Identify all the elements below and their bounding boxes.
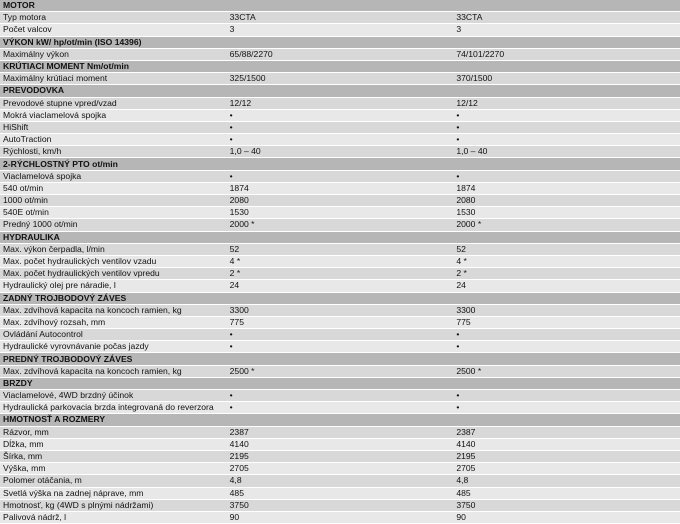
spec-row [0, 24, 680, 36]
spec-value-model-2: 1874 [453, 182, 680, 194]
spec-label: Počet valcov [0, 24, 227, 36]
spec-value-model-1: 2 * [227, 268, 454, 280]
spec-label: Hydraulická parkovacia brzda integrovaná do reverzora [0, 402, 227, 414]
spec-value-model-2: 1530 [453, 207, 680, 219]
spec-label: AutoTraction [0, 134, 227, 146]
spec-value-model-2: • [453, 134, 680, 146]
spec-value-model-1: 12/12 [227, 97, 454, 109]
spec-row [0, 109, 680, 121]
spec-value-model-1: • [227, 329, 454, 341]
spec-row [0, 463, 680, 475]
section-header-row [0, 414, 680, 426]
spec-label: Max. výkon čerpadla, l/min [0, 243, 227, 255]
spec-row [0, 134, 680, 146]
spec-value-model-1: 2195 [227, 450, 454, 462]
spec-value-model-2: 1,0 – 40 [453, 146, 680, 158]
spec-label: Rázvor, mm [0, 426, 227, 438]
spec-label: HiShift [0, 121, 227, 133]
spec-row [0, 402, 680, 414]
spec-row [0, 170, 680, 182]
spec-value-model-1: 2000 * [227, 219, 454, 231]
spec-value-model-2: 2000 * [453, 219, 680, 231]
spec-value-model-2: 3300 [453, 304, 680, 316]
section-header: HMOTNOSŤ A ROZMERY [0, 414, 680, 426]
section-header: HYDRAULIKA [0, 231, 680, 243]
spec-label: Šírka, mm [0, 450, 227, 462]
section-header-row [0, 231, 680, 243]
spec-row [0, 243, 680, 255]
spec-value-model-1: 33CTA [227, 12, 454, 24]
spec-value-model-2: • [453, 109, 680, 121]
spec-label: 1000 ot/min [0, 195, 227, 207]
spec-value-model-2: 370/1500 [453, 73, 680, 85]
spec-value-model-2: 4,8 [453, 475, 680, 487]
spec-value-model-1: • [227, 134, 454, 146]
section-header-row [0, 377, 680, 389]
spec-value-model-2: • [453, 121, 680, 133]
spec-value-model-1: • [227, 402, 454, 414]
section-header: KRÚTIACI MOMENT Nm/ot/min [0, 60, 680, 72]
spec-label: Maximálny výkon [0, 48, 227, 60]
spec-value-model-1: • [227, 390, 454, 402]
spec-row [0, 182, 680, 194]
spec-value-model-1: 775 [227, 316, 454, 328]
spec-row [0, 450, 680, 462]
spec-label: Rýchlosti, km/h [0, 146, 227, 158]
spec-row [0, 121, 680, 133]
spec-value-model-1: 4 * [227, 255, 454, 267]
spec-value-model-1: 4,8 [227, 475, 454, 487]
spec-value-model-1: 2500 * [227, 365, 454, 377]
spec-row [0, 97, 680, 109]
spec-value-model-2: 3750 [453, 499, 680, 511]
spec-value-model-1: 3300 [227, 304, 454, 316]
spec-label: Viaclamelová spojka [0, 170, 227, 182]
spec-label: Hydraulický olej pre náradie, l [0, 280, 227, 292]
spec-row [0, 499, 680, 511]
spec-row [0, 304, 680, 316]
spec-value-model-2: 4140 [453, 438, 680, 450]
section-header-row [0, 36, 680, 48]
spec-value-model-2: 775 [453, 316, 680, 328]
spec-value-model-2: • [453, 170, 680, 182]
spec-label: Dĺžka, mm [0, 438, 227, 450]
section-header: ZADNÝ TROJBODOVÝ ZÁVES [0, 292, 680, 304]
spec-value-model-2: 74/101/2270 [453, 48, 680, 60]
spec-value-model-2: 90 [453, 511, 680, 523]
spec-row [0, 316, 680, 328]
spec-row [0, 219, 680, 231]
spec-row [0, 426, 680, 438]
spec-label: 540 ot/min [0, 182, 227, 194]
spec-value-model-1: • [227, 121, 454, 133]
section-header-row [0, 60, 680, 72]
spec-value-model-2: 4 * [453, 255, 680, 267]
spec-value-model-1: 2705 [227, 463, 454, 475]
spec-row [0, 146, 680, 158]
section-header: MOTOR [0, 0, 680, 12]
spec-label: Svetlá výška na zadnej náprave, mm [0, 487, 227, 499]
spec-value-model-1: 3 [227, 24, 454, 36]
spec-value-model-2: 52 [453, 243, 680, 255]
spec-row [0, 341, 680, 353]
spec-value-model-2: 2 * [453, 268, 680, 280]
spec-label: Typ motora [0, 12, 227, 24]
spec-row [0, 511, 680, 523]
spec-value-model-1: 325/1500 [227, 73, 454, 85]
section-header-row [0, 292, 680, 304]
spec-row [0, 73, 680, 85]
spec-value-model-1: 1,0 – 40 [227, 146, 454, 158]
spec-value-model-2: 12/12 [453, 97, 680, 109]
spec-row [0, 280, 680, 292]
spec-value-model-1: • [227, 341, 454, 353]
spec-label: Max. zdvíhový rozsah, mm [0, 316, 227, 328]
section-header: VÝKON kW/ hp/ot/min (ISO 14396) [0, 36, 680, 48]
spec-row [0, 475, 680, 487]
spec-value-model-2: 485 [453, 487, 680, 499]
spec-row [0, 329, 680, 341]
spec-value-model-2: • [453, 402, 680, 414]
spec-value-model-1: 2080 [227, 195, 454, 207]
section-header: PREVODOVKA [0, 85, 680, 97]
spec-label: Max. počet hydraulických ventilov vzadu [0, 255, 227, 267]
spec-label: Ovládání Autocontrol [0, 329, 227, 341]
section-header: PREDNÝ TROJBODOVÝ ZÁVES [0, 353, 680, 365]
section-header-row [0, 158, 680, 170]
spec-label: Max. zdvíhová kapacita na koncoch ramien, kg [0, 365, 227, 377]
spec-label: Prevodové stupne vpred/vzad [0, 97, 227, 109]
spec-value-model-2: • [453, 390, 680, 402]
spec-value-model-1: 4140 [227, 438, 454, 450]
spec-label: Hmotnosť, kg (4WD s plnými nádržami) [0, 499, 227, 511]
spec-value-model-1: • [227, 170, 454, 182]
spec-value-model-2: • [453, 329, 680, 341]
spec-value-model-2: 3 [453, 24, 680, 36]
spec-label: Palivová nádrž, l [0, 511, 227, 523]
spec-row [0, 12, 680, 24]
spec-value-model-1: 3750 [227, 499, 454, 511]
spec-value-model-2: 33CTA [453, 12, 680, 24]
spec-label: 540E ot/min [0, 207, 227, 219]
spec-value-model-2: 24 [453, 280, 680, 292]
spec-row [0, 438, 680, 450]
spec-row [0, 207, 680, 219]
spec-label: Mokrá viaclamelová spojka [0, 109, 227, 121]
spec-row [0, 365, 680, 377]
spec-value-model-2: 2705 [453, 463, 680, 475]
spec-label: Maximálny krútiaci moment [0, 73, 227, 85]
spec-value-model-1: 2387 [227, 426, 454, 438]
spec-row [0, 48, 680, 60]
spec-label: Hydraulické vyrovnávanie počas jazdy [0, 341, 227, 353]
spec-row [0, 195, 680, 207]
spec-label: Výška, mm [0, 463, 227, 475]
spec-value-model-1: 90 [227, 511, 454, 523]
spec-label: Polomer otáčania, m [0, 475, 227, 487]
spec-label: Max. počet hydraulických ventilov vpredu [0, 268, 227, 280]
spec-row [0, 268, 680, 280]
spec-value-model-2: 2195 [453, 450, 680, 462]
section-header-row [0, 353, 680, 365]
spec-label: Predný 1000 ot/min [0, 219, 227, 231]
spec-value-model-2: 2387 [453, 426, 680, 438]
spec-value-model-1: 65/88/2270 [227, 48, 454, 60]
spec-value-model-1: 52 [227, 243, 454, 255]
section-header-row [0, 0, 680, 12]
spec-label: Max. zdvíhová kapacita na koncoch ramien, kg [0, 304, 227, 316]
section-header: BRZDY [0, 377, 680, 389]
spec-row [0, 390, 680, 402]
spec-row [0, 255, 680, 267]
spec-value-model-2: 2500 * [453, 365, 680, 377]
spec-value-model-2: • [453, 341, 680, 353]
section-header: 2-RÝCHLOSTNÝ PTO ot/min [0, 158, 680, 170]
spec-row [0, 487, 680, 499]
spec-value-model-1: • [227, 109, 454, 121]
spec-label: Viaclamelové, 4WD brzdný účinok [0, 390, 227, 402]
spec-value-model-1: 1874 [227, 182, 454, 194]
spec-value-model-1: 485 [227, 487, 454, 499]
spec-value-model-1: 1530 [227, 207, 454, 219]
spec-value-model-1: 24 [227, 280, 454, 292]
section-header-row [0, 85, 680, 97]
spec-value-model-2: 2080 [453, 195, 680, 207]
